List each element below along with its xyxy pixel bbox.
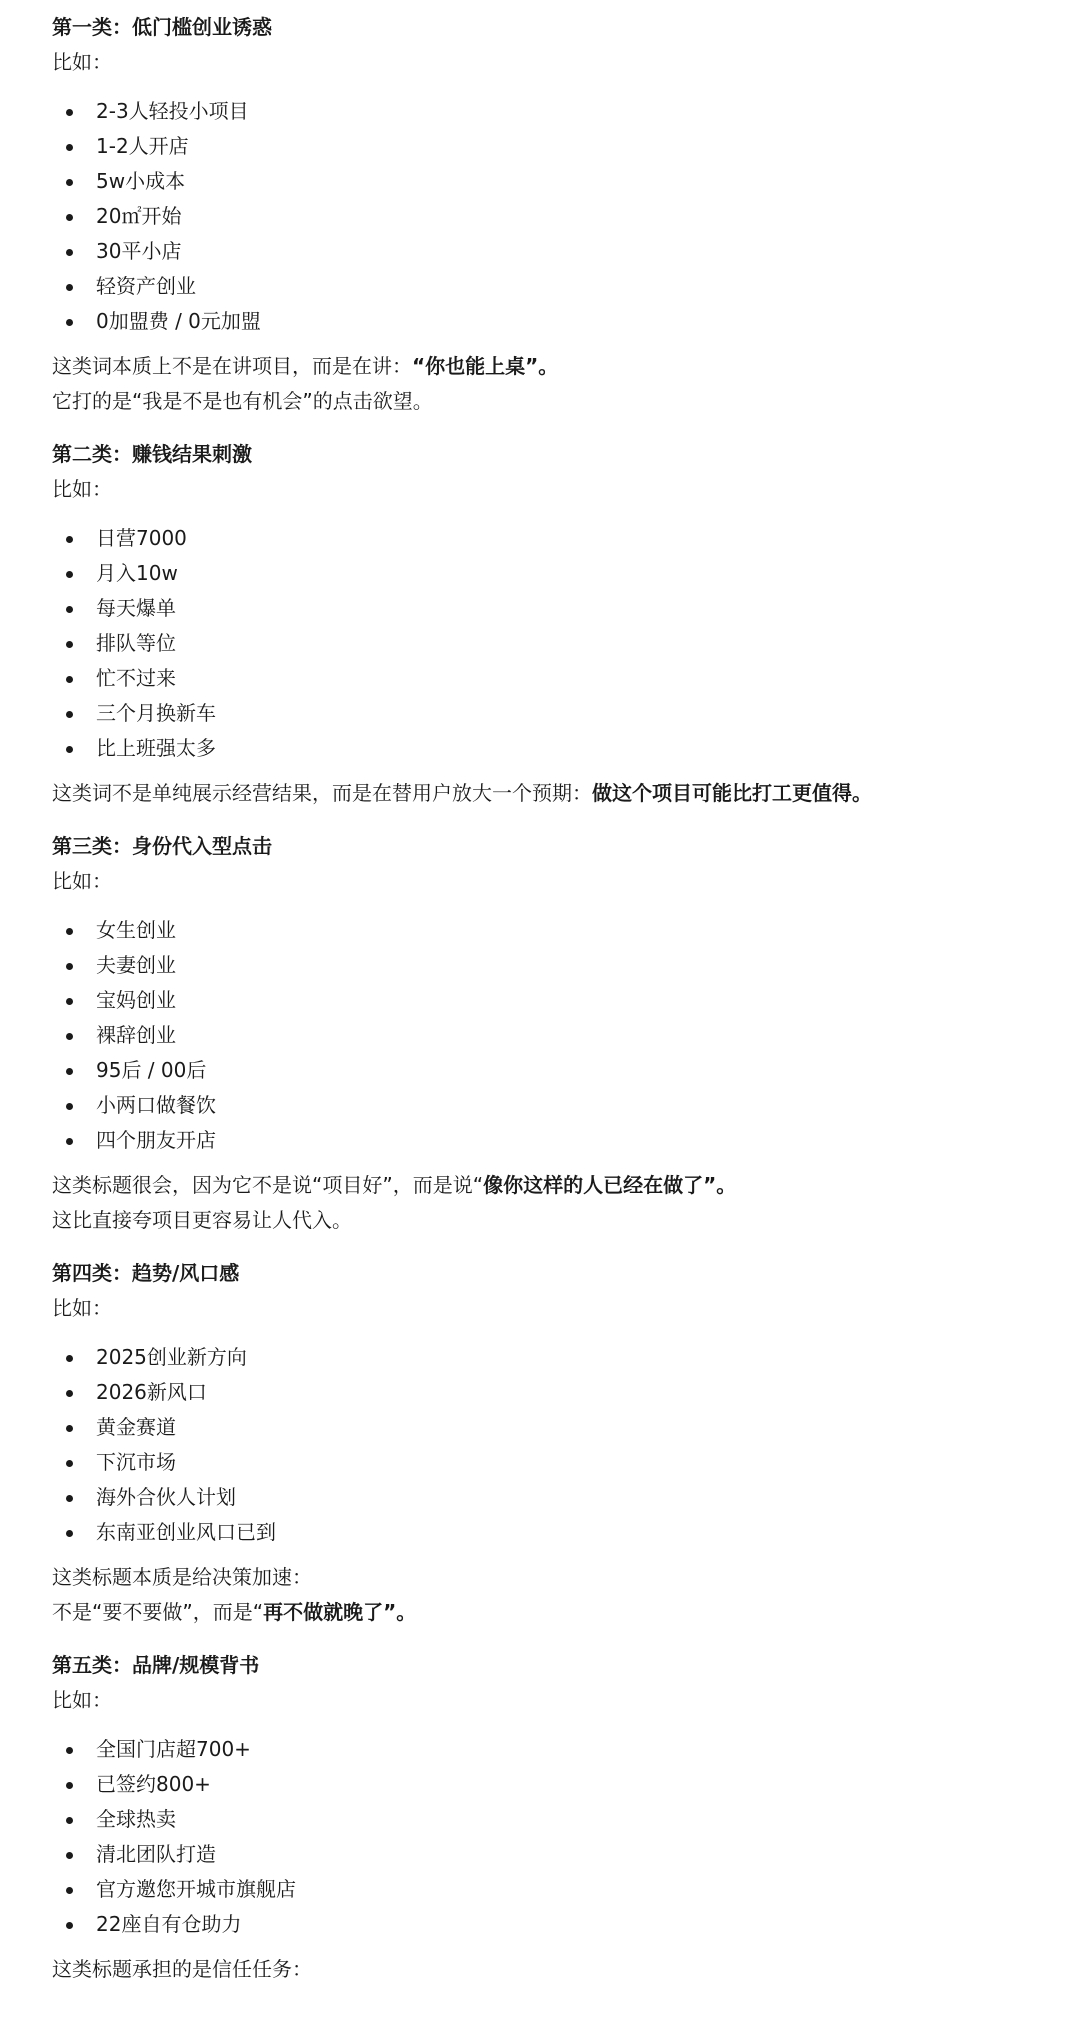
summary-emphasis: “你也能上桌”: [412, 354, 539, 378]
section-heading: 第五类：品牌/规模背书: [52, 1653, 260, 1677]
summary-text: 这类标题很会，因为它不是说“项目好”，而是说“: [52, 1173, 484, 1197]
summary-text: 这类标题本质是给决策加速：: [52, 1565, 312, 1589]
bullet-dot-icon: [66, 998, 73, 1005]
list-item-text: 2-3人轻投小项目: [96, 99, 249, 123]
summary-line: [52, 349, 1032, 384]
list-item: [52, 1053, 1032, 1088]
summary-emphasis: 像你这样的人已经在做了: [483, 1173, 704, 1197]
list-item: [52, 1802, 1032, 1837]
bullet-dot-icon: [66, 1817, 73, 1824]
summary-text: 这比直接夸项目更容易让人代入。: [52, 1208, 352, 1232]
list-item-text: 排队等位: [96, 631, 176, 655]
list-item: [52, 731, 1032, 766]
list-item: [52, 696, 1032, 731]
section-lead: 比如：: [52, 1688, 112, 1712]
list-item-text: 95后 / 00后: [96, 1058, 207, 1082]
list-item-text: 黄金赛道: [96, 1415, 176, 1439]
bullet-dot-icon: [66, 641, 73, 648]
summary-line: [52, 1168, 1032, 1203]
summary-line: [52, 1203, 1032, 1238]
bullet-dot-icon: [66, 928, 73, 935]
summary-suffix: ”。: [383, 1600, 417, 1624]
list-item: [52, 913, 1032, 948]
list-item: [52, 304, 1032, 339]
summary-line: [52, 1595, 1032, 1630]
bullet-dot-icon: [66, 1530, 73, 1537]
list-item: [52, 983, 1032, 1018]
section-lead: 比如：: [52, 869, 112, 893]
list-item: [52, 1340, 1032, 1375]
list-item-text: 已签约800+: [96, 1772, 211, 1796]
bullet-dot-icon: [66, 144, 73, 151]
list-item: [52, 1088, 1032, 1123]
bullet-list: [52, 1732, 1032, 1942]
bullet-list: [52, 94, 1032, 339]
list-item: [52, 1872, 1032, 1907]
section-4: [52, 1256, 1032, 1630]
section-gap: [52, 1238, 1032, 1256]
section-2: [52, 437, 1032, 811]
bullet-dot-icon: [66, 1425, 73, 1432]
list-item-text: 全球热卖: [96, 1807, 176, 1831]
list-item-text: 2026新风口: [96, 1380, 207, 1404]
list-item-text: 22座自有仓助力: [96, 1912, 242, 1936]
list-item-text: 1-2人开店: [96, 134, 189, 158]
list-item-text: 全国门店超700+: [96, 1737, 251, 1761]
bullet-dot-icon: [66, 1033, 73, 1040]
list-item: [52, 521, 1032, 556]
list-item-text: 忙不过来: [96, 666, 176, 690]
section-1: [52, 10, 1032, 419]
bullet-dot-icon: [66, 1782, 73, 1789]
list-item: [52, 1018, 1032, 1053]
summary-text: 不是“要不要做”，而是“: [52, 1600, 264, 1624]
bullet-dot-icon: [66, 536, 73, 543]
list-item: [52, 591, 1032, 626]
section-heading: 第四类：趋势/风口感: [52, 1261, 240, 1285]
list-item: [52, 164, 1032, 199]
list-item-text: 三个月换新车: [96, 701, 216, 725]
list-item: [52, 1515, 1032, 1550]
list-item: [52, 1445, 1032, 1480]
list-item-text: 裸辞创业: [96, 1023, 176, 1047]
list-item-text: 小两口做餐饮: [96, 1093, 216, 1117]
summary-text: 这类词不是单纯展示经营结果，而是在替用户放大一个预期：: [52, 781, 592, 805]
section-lead: 比如：: [52, 1296, 112, 1320]
list-item-text: 每天爆单: [96, 596, 176, 620]
bullet-dot-icon: [66, 711, 73, 718]
list-item: [52, 661, 1032, 696]
list-item: [52, 1767, 1032, 1802]
bullet-dot-icon: [66, 1495, 73, 1502]
list-item: [52, 269, 1032, 304]
bullet-dot-icon: [66, 1068, 73, 1075]
summary-line: [52, 1560, 1032, 1595]
bullet-dot-icon: [66, 1460, 73, 1467]
list-item: [52, 129, 1032, 164]
section-lead: 比如：: [52, 477, 112, 501]
list-item-text: 月入10w: [96, 561, 178, 585]
summary-line: [52, 776, 1032, 811]
summary-text: 这类词本质上不是在讲项目，而是在讲：: [52, 354, 412, 378]
summary-suffix: 。: [538, 354, 559, 378]
section-heading: 第三类：身份代入型点击: [52, 834, 272, 858]
section-heading: 第二类：赚钱结果刺激: [52, 442, 252, 466]
list-item: [52, 94, 1032, 129]
list-item-text: 官方邀您开城市旗舰店: [96, 1877, 296, 1901]
bullet-dot-icon: [66, 319, 73, 326]
list-item-text: 5w小成本: [96, 169, 186, 193]
summary-emphasis: 做这个项目可能比打工更值得。: [592, 781, 872, 805]
bullet-dot-icon: [66, 1138, 73, 1145]
list-item: [52, 626, 1032, 661]
list-item: [52, 556, 1032, 591]
list-item: [52, 1375, 1032, 1410]
section-heading: 第一类：低门槛创业诱惑: [52, 15, 272, 39]
bullet-list: [52, 521, 1032, 766]
summary-text: 它打的是“我是不是也有机会”的点击欲望。: [52, 389, 433, 413]
list-item-text: 女生创业: [96, 918, 176, 942]
bullet-dot-icon: [66, 284, 73, 291]
list-item: [52, 1410, 1032, 1445]
list-item: [52, 1907, 1032, 1942]
list-item-text: 0加盟费 / 0元加盟: [96, 309, 261, 333]
list-item-text: 日营7000: [96, 526, 187, 550]
bullet-dot-icon: [66, 179, 73, 186]
list-item-text: 宝妈创业: [96, 988, 176, 1012]
bullet-dot-icon: [66, 1887, 73, 1894]
summary-suffix: ”。: [703, 1173, 737, 1197]
bullet-dot-icon: [66, 606, 73, 613]
bullet-dot-icon: [66, 1390, 73, 1397]
list-item-text: 20㎡开始: [96, 204, 182, 228]
summary-line: [52, 1952, 1032, 1987]
bullet-dot-icon: [66, 1355, 73, 1362]
bullet-dot-icon: [66, 963, 73, 970]
list-item: [52, 234, 1032, 269]
summary-line: [52, 384, 1032, 419]
bullet-dot-icon: [66, 746, 73, 753]
section-3: [52, 829, 1032, 1238]
list-item: [52, 1837, 1032, 1872]
summary-emphasis: 再不做就晚了: [263, 1600, 384, 1624]
section-5: [52, 1648, 1032, 1987]
list-item-text: 比上班强太多: [96, 736, 216, 760]
list-item: [52, 199, 1032, 234]
bullet-dot-icon: [66, 1747, 73, 1754]
section-lead: 比如：: [52, 50, 112, 74]
list-item: [52, 1480, 1032, 1515]
list-item-text: 下沉市场: [96, 1450, 176, 1474]
bullet-dot-icon: [66, 571, 73, 578]
list-item: [52, 1732, 1032, 1767]
bullet-dot-icon: [66, 249, 73, 256]
list-item-text: 夫妻创业: [96, 953, 176, 977]
list-item-text: 轻资产创业: [96, 274, 196, 298]
list-item: [52, 1123, 1032, 1158]
list-item-text: 清北团队打造: [96, 1842, 216, 1866]
bullet-dot-icon: [66, 214, 73, 221]
bullet-dot-icon: [66, 1922, 73, 1929]
section-gap: [52, 419, 1032, 437]
bullet-dot-icon: [66, 109, 73, 116]
section-gap: [52, 1630, 1032, 1648]
bullet-dot-icon: [66, 676, 73, 683]
list-item: [52, 948, 1032, 983]
bullet-list: [52, 913, 1032, 1158]
section-gap: [52, 811, 1032, 829]
bullet-list: [52, 1340, 1032, 1550]
bullet-dot-icon: [66, 1852, 73, 1859]
list-item-text: 四个朋友开店: [96, 1128, 216, 1152]
summary-text: 这类标题承担的是信任任务：: [52, 1957, 312, 1981]
list-item-text: 30平小店: [96, 239, 182, 263]
list-item-text: 海外合伙人计划: [96, 1485, 236, 1509]
bullet-dot-icon: [66, 1103, 73, 1110]
list-item-text: 东南亚创业风口已到: [96, 1520, 276, 1544]
list-item-text: 2025创业新方向: [96, 1345, 247, 1369]
